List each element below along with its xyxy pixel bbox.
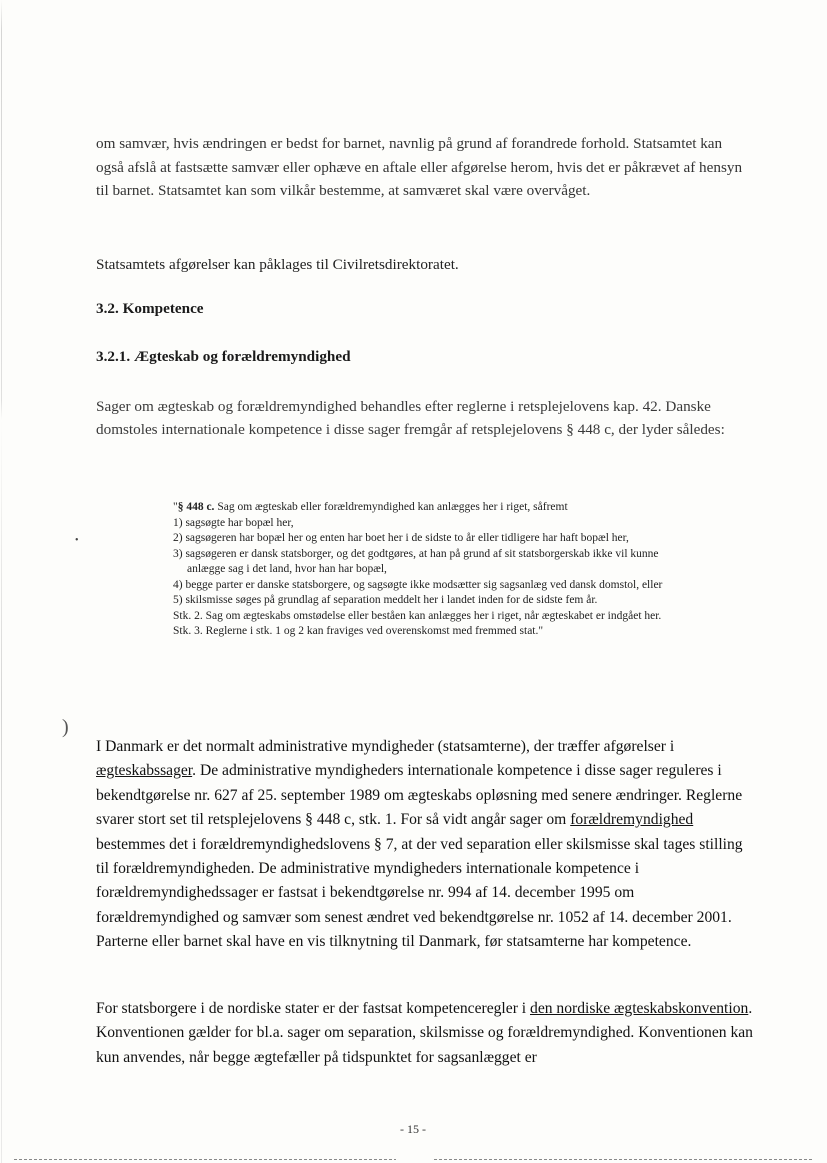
paragraph-klage: Statsamtets afgørelser kan påklages til Civilretsdirektoratet. (96, 256, 459, 273)
quote-intro: "§ 448 c. Sag om ægteskab eller forældremyndighed kan anlægges her i riget, såfremt (173, 501, 568, 513)
margin-paren: ) (62, 716, 69, 738)
quote-stk2: Stk. 2. Sag om ægteskabs omstødelse eller beståen kan anlægges her i riget, når ægteskabet er indgået her. (173, 609, 662, 622)
footer-rule-right (434, 1159, 814, 1160)
paragraph-danmark: I Danmark er det normalt administrative myndigheder (statsamterne), der træffer afgørelser i ægteskabssager. De administrative myndigheders internationale kompetence i disse sager reguleres i bekendtgørelse nr. 627 af 25. september 1989 om ægteskabs opløsning med senere ændringer. Reglerne svarer stort set til retsplejelovens § 448 c, stk. 1. For så vidt angår sager om forældremyndighed bestemmes det i forældremyndighedslovens § 7, at der ved separation eller skilsmisse skal tages stilling til forældremyndigheden. De administrative myndigheders internationale kompetence i forældremyndighedssager er fastsat i bekendtgørelse nr. 994 af 14. december 1995 om forældremyndighed og samvær som senest ændret ved bekendtgørelse nr. 1052 af 14. december 2001. Parterne eller barnet skal have en vis tilknytning til Danmark, før statsamterne har kompetence. (96, 738, 743, 951)
quote-item: 1) sagsøgte har bopæl her, (173, 516, 294, 529)
footer-rule-left (14, 1159, 396, 1160)
paragraph-retsplejelov: Sager om ægteskab og forældremyndighed behandles efter reglerne i retsplejelovens kap. 42. Danske domstoles internationale kompetence i disse sager fremgår af retsplejelovens § 448 c, der lyder således: (96, 398, 725, 439)
statute-quote (173, 500, 693, 640)
subsection-heading-aegteskab: 3.2.1. Ægteskab og forældremyndighed (96, 348, 351, 365)
link-nordiske-konvention[interactable]: den nordiske ægteskabskonvention (530, 1000, 749, 1017)
quote-item: 3) sagsøgeren er dansk statsborger, og det godtgøres, at han på grund af sit statsborgerskab ikke vil kunne anlægge sag i det land, hvor han har bopæl, (173, 547, 659, 575)
link-foraeldremyndighed[interactable]: forældremyndighed (570, 811, 694, 829)
quote-item: 2) sagsøgeren har bopæl her og enten har boet her i de sidste to år eller tidligere har haft bopæl her, (173, 532, 629, 544)
paragraph-samvaer: om samvær, hvis ændringen er bedst for barnet, navnlig på grund af forandrede forhold. Statsamtet kan også afslå at fastsætte samvær eller ophæve en aftale eller afgørelse herom, hvis det er påkrævet af hensyn til barnet. Statsamtet kan som vilkår bestemme, at samværet skal være overvåget. (96, 135, 743, 199)
section-label: § 448 c. (177, 501, 215, 513)
paragraph-nordiske: For statsborgere i de nordiske stater er der fastsat kompetenceregler i den nordiske ægteskabskonvention. Konventionen gælder for bl.a. sager om separation, skilsmisse og forældremyndighed. Konventionen kan kun anvendes, når begge ægtefæller på tidspunktet for sagsanlægget er (96, 1000, 753, 1066)
quote-stk3: Stk. 3. Reglerne i stk. 1 og 2 kan fraviges ved overenskomst med fremmed stat." (173, 625, 544, 637)
quote-item: 4) begge parter er danske statsborgere, og sagsøgte ikke modsætter sig sagsanlæg ved dansk domstol, eller (173, 578, 663, 591)
section-heading-kompetence: 3.2. Kompetence (96, 300, 204, 317)
quote-item: 5) skilsmisse søges på grundlag af separation meddelt her i landet inden for de sidste fem år. (173, 594, 598, 606)
link-aegteskabssager[interactable]: ægteskabssager (96, 762, 193, 780)
margin-bullet: • (75, 535, 79, 546)
scan-edge (1, 0, 2, 1163)
page-number: - 15 - (400, 1122, 426, 1136)
